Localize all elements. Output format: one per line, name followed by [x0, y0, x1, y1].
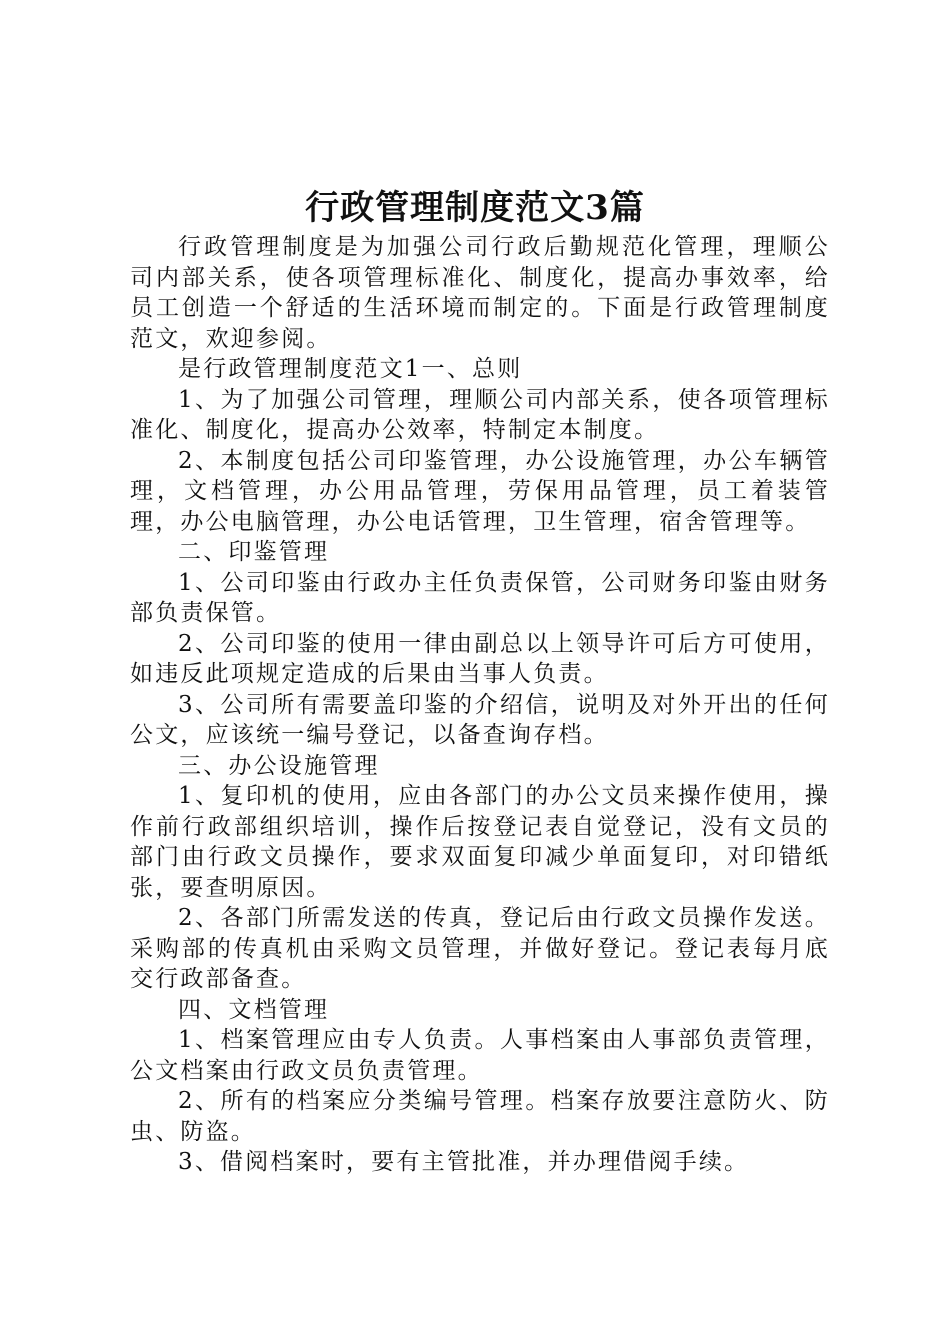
general-item-1: 1、为了加强公司管理，理顺公司内部关系，使各项管理标准化、制度化，提高办公效率，特制定本制度。 — [130, 386, 830, 443]
general-item-2: 2、本制度包括公司印鉴管理，办公设施管理，办公车辆管理，文档管理，办公用品管理，劳保用品管理，员工着装管理，办公电脑管理，办公电话管理，卫生管理，宿舍管理等。 — [130, 447, 830, 535]
section-heading-documents: 四、文档管理 — [178, 996, 330, 1023]
section-heading-facilities: 三、办公设施管理 — [178, 752, 380, 779]
documents-item-2: 2、所有的档案应分类编号管理。档案存放要注意防火、防虫、防盗。 — [130, 1088, 830, 1145]
documents-item-3: 3、借阅档案时，要有主管批准，并办理借阅手续。 — [178, 1149, 750, 1175]
document-body — [130, 232, 830, 1178]
intro-paragraph: 行政管理制度是为加强公司行政后勤规范化管理，理顺公司内部关系，使各项管理标准化、制度化，提高办事效率，给员工创造一个舒适的生活环境而制定的。下面是行政管理制度范文，欢迎参阅。 — [130, 234, 830, 352]
seal-item-1: 1、公司印鉴由行政办主任负责保管，公司财务印鉴由财务部负责保管。 — [130, 569, 830, 626]
section-heading-general: 是行政管理制度范文1一、总则 — [178, 356, 523, 382]
facilities-item-1: 1、复印机的使用，应由各部门的办公文员来操作使用，操作前行政部组织培训，操作后按登记表自觉登记，没有文员的部门由行政文员操作，要求双面复印减少单面复印，对印错纸张，要查明原因。 — [130, 783, 830, 901]
documents-item-1: 1、档案管理应由专人负责。人事档案由人事部负责管理，公文档案由行政文员负责管理。 — [130, 1027, 830, 1084]
seal-item-3: 3、公司所有需要盖印鉴的介绍信，说明及对外开出的任何公文，应该统一编号登记，以备查询存档。 — [130, 691, 830, 748]
document-title: 行政管理制度范文3篇 — [305, 188, 645, 228]
seal-item-2: 2、公司印鉴的使用一律由副总以上领导许可后方可使用，如违反此项规定造成的后果由当事人负责。 — [130, 630, 830, 687]
section-heading-seal: 二、印鉴管理 — [178, 539, 330, 565]
facilities-item-2: 2、各部门所需发送的传真，登记后由行政文员操作发送。采购部的传真机由采购文员管理，并做好登记。登记表每月底交行政部备查。 — [130, 905, 830, 992]
